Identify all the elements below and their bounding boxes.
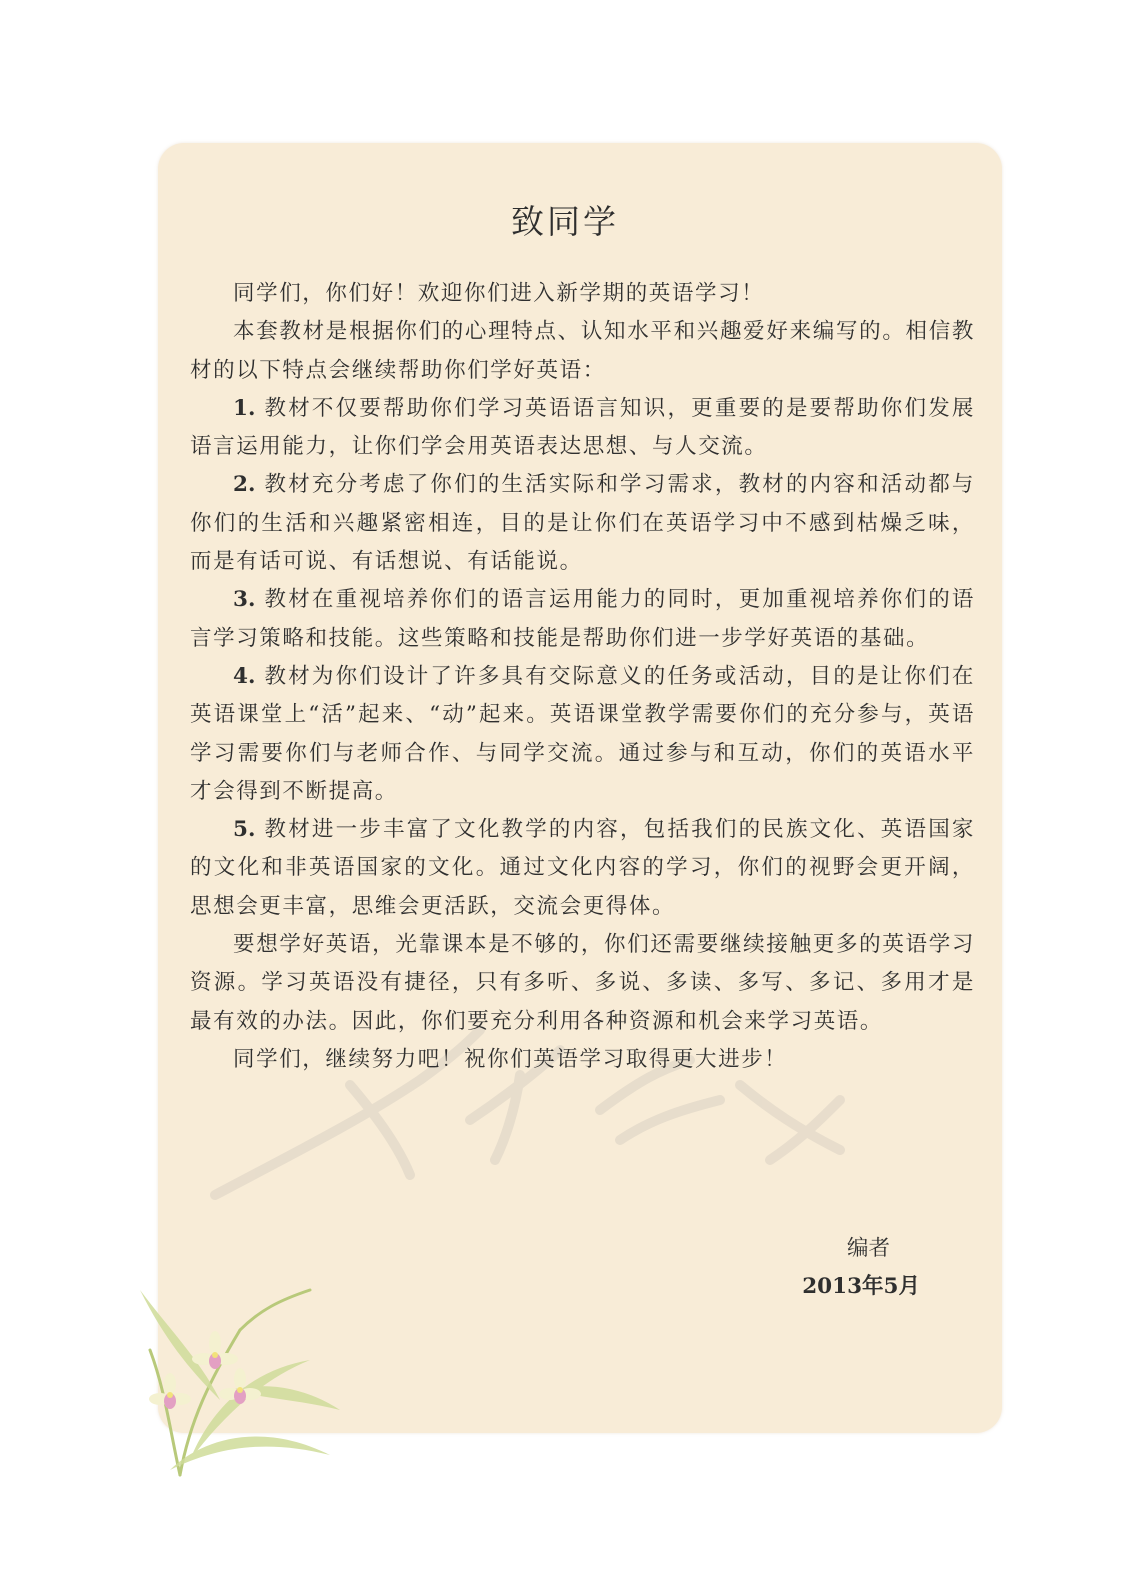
paragraph-number: 5. (233, 817, 256, 843)
paragraph (190, 581, 975, 658)
signature-date: 2013年5月 (802, 1274, 920, 1299)
paragraph-text: 教材充分考虑了你们的生活实际和学习需求，教材的内容和活动都与你们的生活和兴趣紧密相连，目的是让你们在英语学习中不感到枯燥乏味，而是有话可说、有话想说、有话能说。 (190, 472, 975, 575)
paragraph (190, 390, 975, 467)
paragraph-text: 教材不仅要帮助你们学习英语语言知识，更重要的是要帮助你们发展语言运用能力，让你们学会用英语表达思想、与人交流。 (190, 395, 975, 460)
paragraph-number: 1. (233, 395, 256, 421)
paragraph (190, 926, 975, 1041)
paragraph (190, 466, 975, 581)
paragraph (190, 275, 975, 313)
paragraph-text: 同学们，继续努力吧！祝你们英语学习取得更大进步！ (233, 1046, 788, 1072)
page-title: 致同学 (511, 202, 619, 241)
paragraph (190, 1041, 975, 1079)
paragraph-number: 4. (233, 663, 256, 689)
letter-body (190, 275, 975, 1079)
paragraph (190, 658, 975, 811)
paragraph-text: 教材为你们设计了许多具有交际意义的任务或活动，目的是让你们在英语课堂上“活”起来、“动”起来。英语课堂教学需要你们的充分参与，英语学习需要你们与老师合作、与同学交流。通过参与和互动，你们的英语水平才会得到不断提高。 (190, 663, 975, 804)
signature-block (690, 1230, 920, 1306)
paragraph-text: 教材在重视培养你们的语言运用能力的同时，更加重视培养你们的语言学习策略和技能。这些策略和技能是帮助你们进一步学好英语的基础。 (190, 587, 975, 651)
paragraph-number: 2. (233, 472, 256, 498)
paragraph-text: 同学们，你们好！欢迎你们进入新学期的英语学习！ (233, 281, 765, 306)
paragraph (190, 811, 975, 926)
paragraph-text: 要想学好英语，光靠课本是不够的，你们还需要继续接触更多的英语学习资源。学习英语没有捷径，只有多听、多说、多读、多写、多记、多用才是最有效的办法。因此，你们要充分利用各种资源和机会来学习英语。 (190, 932, 975, 1034)
signature-author: 编者 (846, 1236, 890, 1261)
paragraph-text: 教材进一步丰富了文化教学的内容，包括我们的民族文化、英语国家的文化和非英语国家的文化。通过文化内容的学习，你们的视野会更开阔，思想会更丰富，思维会更活跃，交流会更得体。 (190, 817, 975, 919)
paragraph (190, 313, 975, 390)
orchid-flower-decoration (110, 1270, 370, 1480)
paragraph-number: 3. (233, 587, 256, 613)
paragraph-text: 本套教材是根据你们的心理特点、认知水平和兴趣爱好来编写的。相信教材的以下特点会继续帮助你们学好英语： (190, 319, 975, 383)
